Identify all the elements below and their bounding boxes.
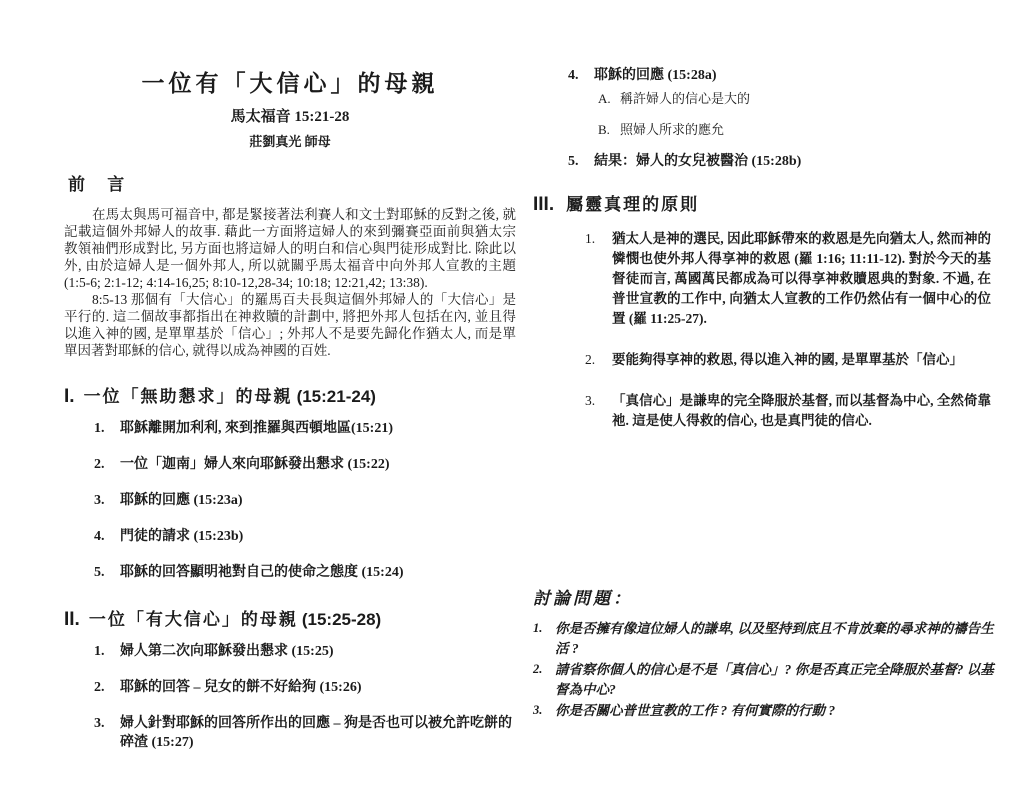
section-1-list: [64, 419, 516, 582]
sub-item-text: 稱許婦人的信心是大的: [620, 91, 751, 106]
item-text: 婦人針對耶穌的回答所作出的回應 – 狗是否也可以被允許吃餅的碎渣 (15:27): [120, 716, 512, 750]
item-number: 4.: [568, 68, 579, 83]
outline-item: [585, 229, 991, 329]
item-text: 「真信心」是謙卑的完全降服於基督, 而以基督為中心, 全然倚靠祂. 這是使人得救的信心, 也是真門徒的信心.: [612, 393, 991, 428]
question-text: 你是否關心普世宣教的工作 ? 有何實際的行動 ?: [555, 703, 836, 718]
sub-item: [598, 121, 992, 139]
section-3-list: [533, 229, 991, 431]
sub-item-list: [598, 90, 992, 139]
question-number: 1.: [533, 621, 543, 635]
outline-item: [94, 678, 516, 697]
outline-item: [94, 563, 516, 582]
section-2-verse-ref: (15:25-28): [301, 610, 382, 629]
section-1-heading: [64, 382, 516, 408]
item-number: 5.: [568, 154, 579, 169]
outline-item: [94, 714, 516, 752]
author-name: 莊劉真光 師母: [249, 134, 331, 149]
item-number: 2.: [94, 680, 105, 695]
item-text: 婦人第二次向耶穌發出懇求 (15:25): [120, 644, 334, 659]
item-text: 耶穌的回應 (15:23a): [120, 493, 243, 508]
outline-item: [94, 491, 516, 510]
outline-item: [568, 152, 992, 171]
item-text: 要能夠得享神的救恩, 得以進入神的國, 是單單基於「信心」: [612, 352, 963, 367]
item-text: 耶穌的回答顯明祂對自己的使命之態度 (15:24): [120, 565, 404, 580]
discussion-question: [533, 619, 997, 658]
question-number: 3.: [533, 703, 543, 717]
section-2-continued: [568, 66, 992, 176]
outline-item: [585, 350, 991, 370]
sub-item: [598, 90, 992, 108]
question-number: 2.: [533, 662, 543, 676]
section-1-numeral: I.: [64, 386, 75, 407]
item-number: 1.: [94, 421, 105, 436]
section-2-title: 一位「有大信心」的母親: [88, 610, 298, 629]
item-text: 耶穌離開加利利, 來到推羅與西頓地區(15:21): [120, 421, 393, 436]
item-text: 耶穌的回答 – 兒女的餅不好給狗 (15:26): [120, 680, 362, 695]
question-text: 你是否擁有像這位婦人的謙卑, 以及堅持到底且不肯放棄的尋求神的禱告生活 ?: [555, 621, 994, 656]
outline-item: [94, 455, 516, 474]
section-3-title: 屬靈真理的原則: [566, 195, 700, 214]
discussion-heading: 討論問題：: [533, 589, 633, 608]
item-text: 門徒的請求 (15:23b): [120, 529, 244, 544]
outline-item: [94, 419, 516, 438]
item-text: 結果：婦人的女兒被醫治 (15:28b): [594, 154, 802, 169]
item-number: 2.: [94, 457, 105, 472]
item-text: 猶太人是神的選民, 因此耶穌帶來的救恩是先向猶太人, 然而神的憐憫也使外邦人得享神的救恩 (羅 1:16; 11:11-12). 對於今天的基督徒而言, 萬國萬民都成為可以得享神救贖恩典的對象. 不過, 在普世宣教的工作中, 向猶太人宣教的工作仍然佔有一個中心的位置 (羅 11:25-27).: [612, 231, 991, 326]
discussion-question: [533, 660, 997, 699]
page-title: 一位有「大信心」的母親: [141, 71, 439, 96]
left-column: [64, 70, 516, 769]
item-number: 3.: [94, 716, 105, 731]
item-number: 3.: [585, 393, 596, 408]
discussion-question: [533, 701, 997, 721]
section-3-numeral: III.: [533, 194, 555, 215]
section-2-numeral: II.: [64, 609, 80, 630]
preface-paragraph-2: 8:5-13 那個有「大信心」的羅馬百夫長與這個外邦婦人的「大信心」是平行的. 這二個故事都指出在神救贖的計劃中, 將把外邦人包括在內, 並且得以進入神的國, 是單單基於「信心」; 外邦人不是要先歸化作猶太人, 而是單單因著對耶穌的信心, 就得以成為神國的百姓.: [64, 292, 516, 358]
section-1-title: 一位「無助懇求」的母親: [83, 387, 293, 406]
sub-item-letter: B.: [598, 122, 610, 137]
document-header: [64, 70, 516, 150]
section-3-heading: [533, 190, 991, 216]
scripture-reference: 馬太福音 15:21-28: [230, 109, 350, 125]
item-number: 3.: [94, 493, 105, 508]
outline-item: [568, 66, 992, 85]
question-text: 請省察你個人的信心是不是「真信心」? 你是否真正完全降服於基督? 以基督為中心?: [555, 662, 994, 697]
outline-item: [585, 391, 991, 431]
section-3: [533, 190, 991, 452]
sub-item-letter: A.: [598, 91, 611, 106]
outline-item: [94, 527, 516, 546]
item-text: 一位「迦南」婦人來向耶穌發出懇求 (15:22): [120, 457, 390, 472]
item-text: 耶穌的回應 (15:28a): [594, 68, 717, 83]
discussion-questions: [533, 584, 997, 723]
section-2-list: [64, 642, 516, 752]
sub-item-text: 照婦人所求的應允: [620, 122, 725, 137]
item-number: 1.: [585, 231, 596, 246]
item-number: 4.: [94, 529, 105, 544]
section-1-verse-ref: (15:21-24): [296, 387, 376, 406]
section-2-heading: [64, 605, 516, 631]
item-number: 5.: [94, 565, 105, 580]
item-number: 2.: [585, 352, 596, 367]
preface-heading: 前 言: [68, 175, 134, 194]
outline-item: [94, 642, 516, 661]
item-number: 1.: [94, 644, 105, 659]
preface-paragraph-1: 在馬太與馬可福音中, 都是緊接著法利賽人和文士對耶穌的反對之後, 就記載這個外邦婦人的故事. 藉此一方面將這婦人的來到彌賽亞面前與猶太宗教領袖們形成對比, 另方面也將這婦人的明白和信心與門徒形成對比. 除此以外, 由於這婦人是一個外邦人, 所以就關乎馬太福音中向外邦人宣教的主題 (1:5-6; 2:1-12; 4:14-16,25; 8:10-12,28-34; 10:18; 12:21,42; 13:38).: [64, 207, 516, 290]
